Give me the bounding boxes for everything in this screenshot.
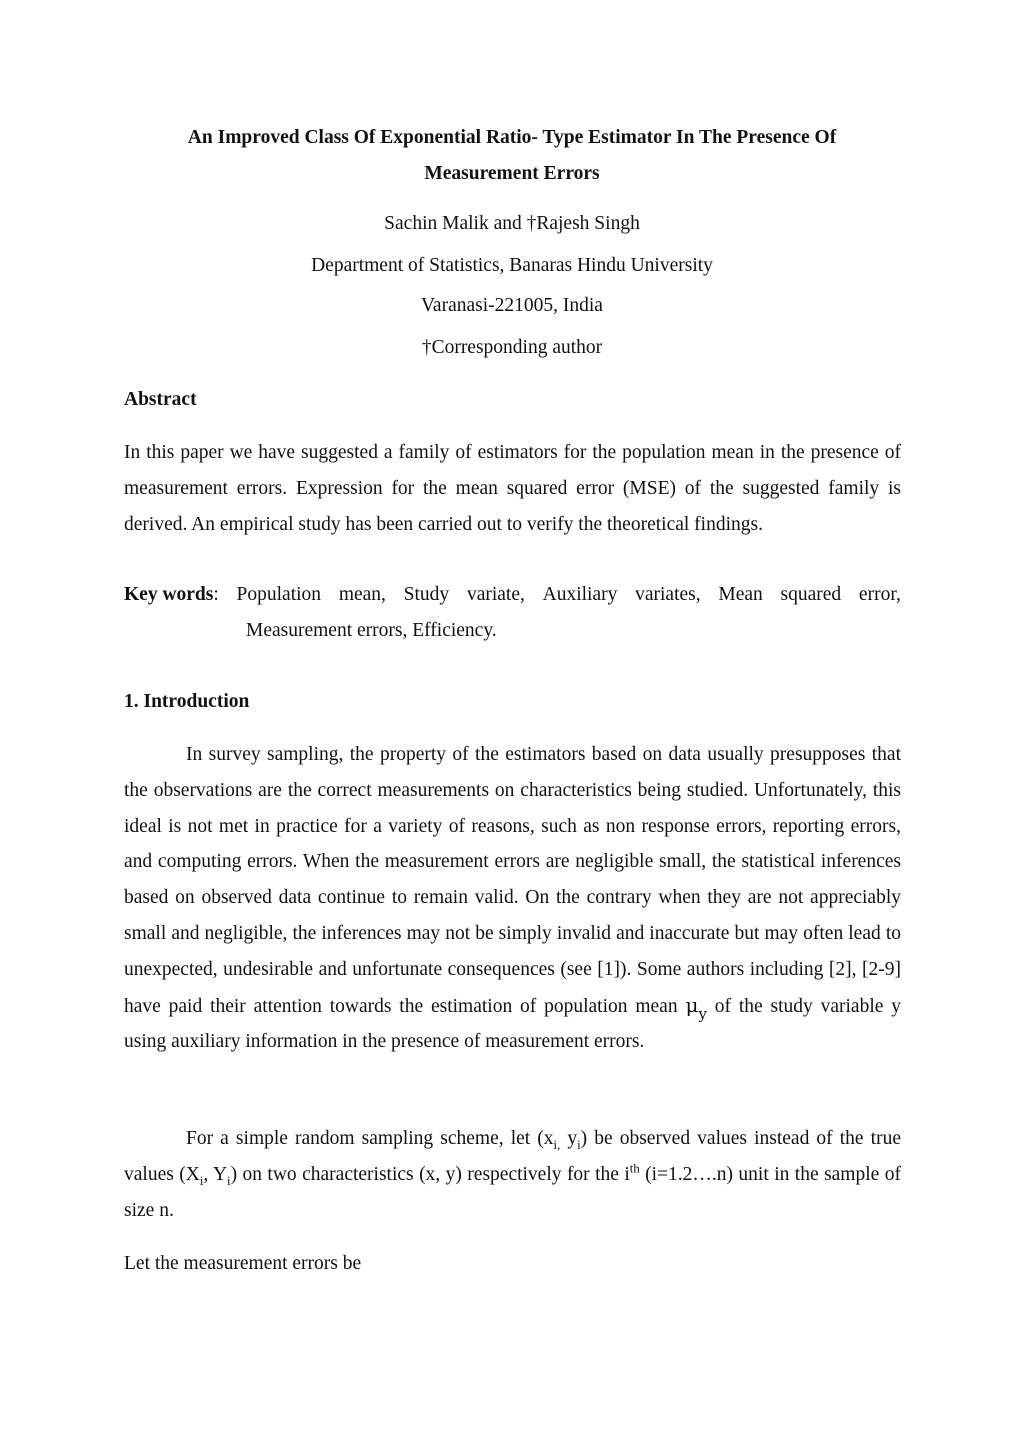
keyword-word: error, <box>858 584 901 605</box>
keywords-label: Key words <box>124 584 214 605</box>
paper-title-line-2: Measurement Errors <box>424 163 600 184</box>
introduction-paragraph-3: Let the measurement errors be <box>124 1253 362 1274</box>
paper-title-line-1: An Improved Class Of Exponential Ratio- Type Estimator In The Presence Of <box>187 127 837 148</box>
introduction-p1-text-a: In survey sampling, the property of the estimators based on data usually presupposes that the observations are the correct measurements on characteristics being studied. Unfortunately, this ideal is not met in practice for a variety of reasons, such as non response errors, reporting errors, and computing errors. When the measurement errors are negligible small, the statistical inferences based on observed data continue to remain valid. On the contrary when they are not appreciably small and negligible, the inferences may not be simply invalid and inaccurate but may often lead to unexpected, undesirable and unfortunate consequences (see [1]). Some authors including [2], [2-9] have paid their attention towards the estimation of population mean <box>124 744 901 1017</box>
keyword-word: Auxiliary <box>542 584 618 605</box>
keywords <box>124 577 901 649</box>
keyword-word: Mean <box>718 584 763 605</box>
authors: Sachin Malik and †Rajesh Singh <box>384 213 640 234</box>
keywords-colon: : <box>213 584 219 605</box>
keyword-word: Population <box>236 584 322 605</box>
mu-subscript: y <box>698 1004 707 1023</box>
keyword-word: mean, <box>338 584 386 605</box>
keyword-word: variates, <box>635 584 701 605</box>
introduction-paragraph-2: For a simple random sampling scheme, let ($x_{i,}$ $y_i$) be observed values instead of the true values ($X_i$, $Y_i$) on two characteristics (x, y) respectively for the $i^{th}$ (i=1.2….n) unit in the sample of size n. <box>124 1128 901 1221</box>
keyword-word: variate, <box>466 584 525 605</box>
affiliation-department: Department of Statistics, Banaras Hindu University <box>311 255 713 276</box>
mu-y-symbol <box>685 992 707 1023</box>
introduction-heading: 1. Introduction <box>124 691 250 712</box>
affiliation-address: Varanasi-221005, India <box>421 295 603 316</box>
corresponding-author-note: †Corresponding author <box>421 337 603 358</box>
mu-symbol: μ <box>685 992 699 1017</box>
abstract-text: In this paper we have suggested a family of estimators for the population mean in the presence of measurement errors. Expression for the mean squared error (MSE) of the suggested family is derived. An empirical study has been carried out to verify the theoretical findings. <box>124 442 901 535</box>
paper-title <box>0 120 1024 192</box>
abstract-heading: Abstract <box>124 389 197 410</box>
introduction-p1-text-b: of the study variable y using auxiliary information in the presence of measurement errors. <box>124 995 901 1053</box>
keyword-word: squared <box>780 584 842 605</box>
introduction-paragraph-1 <box>124 737 901 1060</box>
keywords-line-2: Measurement errors, Efficiency. <box>246 619 497 641</box>
keywords-line-1 <box>124 577 901 613</box>
keyword-word: Study <box>403 584 450 605</box>
